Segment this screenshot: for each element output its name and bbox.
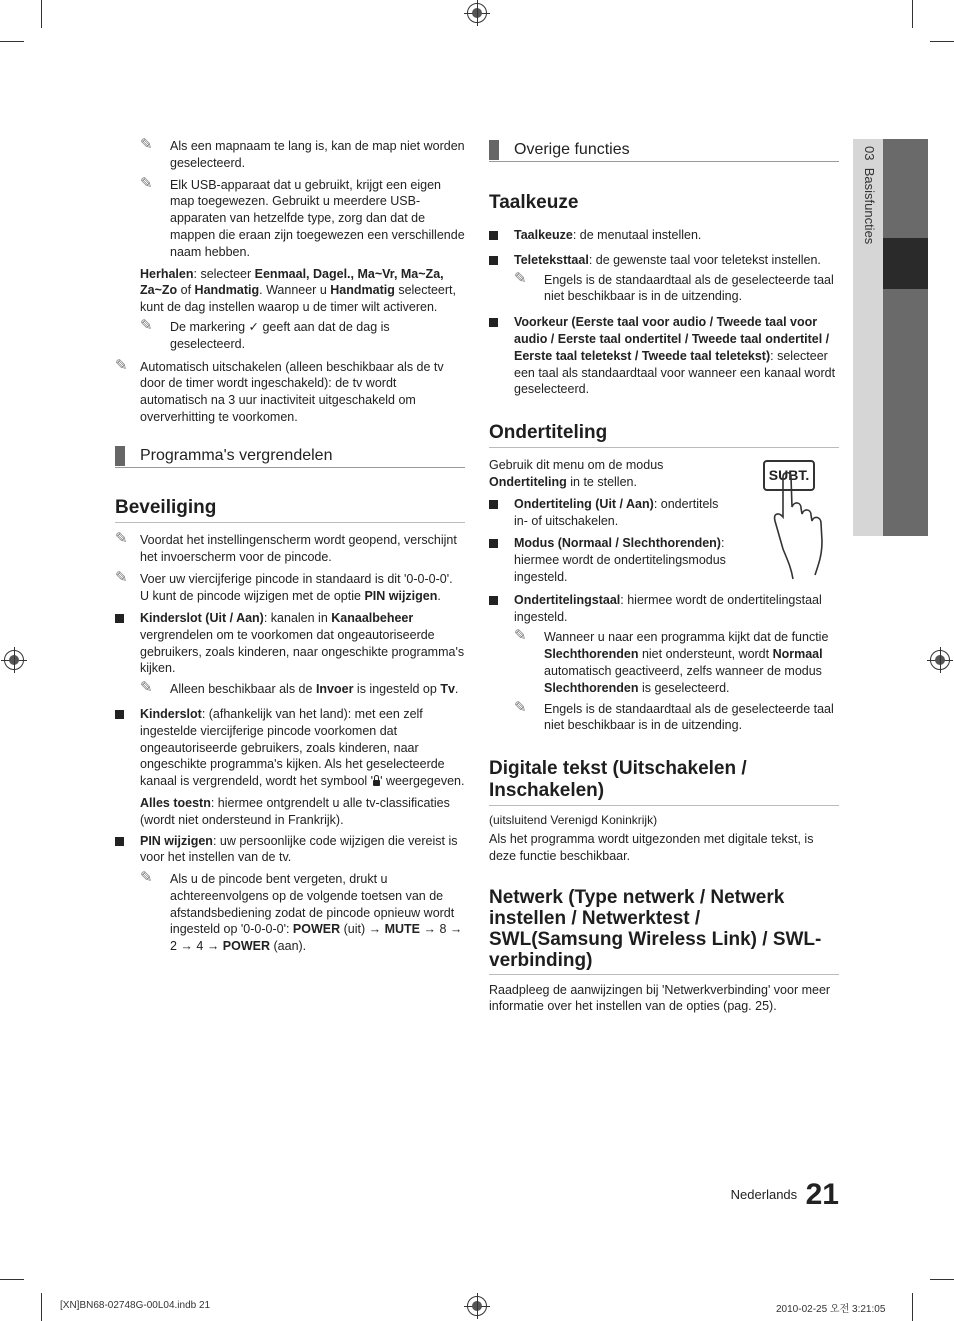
chapter-title: Basisfuncties (861, 167, 877, 245)
pencil-note-icon: ✎ (140, 316, 153, 334)
print-file-info: [XN]BN68-02748G-00L04.indb 21 (60, 1300, 211, 1311)
herhalen-paragraph: Herhalen: selecteer Eenmaal, Dagel., Ma~Vr, Ma~Za, Za~Zo of Handmatig. Wanneer u Handmatig selecteert, kunt de dag instellen waarop u de timer wilt activeren. (140, 266, 456, 315)
section-heading: Ondertiteling (489, 422, 839, 448)
paragraph: Raadpleeg de aanwijzingen bij 'Netwerkverbinding' voor meer informatie over het instellen van de opties (pag. 25). (489, 982, 831, 1014)
intro-paragraph: Gebruik dit menu om de modus Ondertiteling in te stellen. (489, 458, 664, 489)
list-item: Taalkeuze: de menutaal instellen. (489, 227, 839, 244)
crop-mark (912, 1293, 913, 1321)
pencil-note-icon: ✎ (140, 679, 153, 697)
note: ✎ Alleen beschikbaar als de Invoer is ingesteld op Tv. (140, 679, 459, 697)
pencil-note-icon: ✎ (115, 356, 128, 374)
bullet-icon (489, 318, 498, 327)
crop-mark (41, 0, 42, 28)
left-column (115, 138, 465, 955)
note: ✎ Engels is de standaardtaal als de geselecteerde taal niet beschikbaar is in de uitzending. (514, 269, 834, 304)
bullet-icon (489, 539, 498, 548)
list-item: Kinderslot: (afhankelijk van het land): met een zelf ingestelde viercijferige pincode voorkomen dat ongeautoriseerde gebruikers, zoals kinderen, naar ongeschikte programma's kijken. Als het geselecteerde kanaal is vergrendeld, wordt het symbool ' ' weergegeven. (115, 706, 465, 790)
subsection-heading: Overige functies (489, 140, 839, 162)
right-column (489, 140, 839, 1015)
crop-mark (0, 41, 24, 42)
subsection-heading: Programma's vergrendelen (115, 446, 465, 468)
note: ✎ De markering ✓ geeft aan dat de dag is geselecteerd. (140, 316, 390, 351)
registration-mark-icon (4, 650, 24, 670)
hand-pointer-icon (759, 457, 839, 585)
note: ✎ Wanneer u naar een programma kijkt dat de functie Slechthorenden niet ondersteunt, wordt Normaal automatisch geactiveerd, zelfs wanneer de modus Slechthorenden is geselecteerd. (514, 627, 829, 695)
page-number: 21 (805, 1178, 839, 1211)
page-footer (700, 1178, 839, 1212)
region-note: (uitsluitend Verenigd Koninkrijk) (489, 813, 658, 828)
ondertiteling-block (489, 457, 839, 586)
registration-mark-icon (467, 1296, 487, 1316)
note: ✎ Voer uw viercijferige pincode in standaard is dit '0-0-0-0'. U kunt de pincode wijzigen met de optie PIN wijzigen. (115, 569, 453, 604)
chapter-number: 03 (861, 146, 877, 161)
side-tab-active-marker (883, 238, 928, 289)
note: ✎ Automatisch uitschakelen (alleen beschikbaar als de tv door de timer wordt ingeschakeld): de tv wordt automatisch na 3 uur inactiviteit uitgeschakeld om oververhitting te voorkomen. (115, 356, 444, 424)
side-tab-label (860, 146, 877, 244)
list-item: PIN wijzigen: uw persoonlijke code wijzigen die vereist is voor het instellen van de tv. (115, 833, 465, 867)
note: ✎ Voordat het instellingenscherm wordt geopend, verschijnt het invoerscherm voor de pincode. (115, 529, 457, 564)
section-heading: Digitale tekst (Uitschakelen / Inschakelen) (489, 758, 839, 806)
note: ✎ Als u de pincode bent vergeten, drukt u achtereenvolgens op de volgende toetsen van de afstandsbediening zodat de pincode opnieuw wordt ingesteld op '0-0-0-0': POWER (uit) → MUTE → 8 → 2 → 4 → POWER (aan). (140, 869, 463, 954)
note: ✎ Elk USB-apparaat dat u gebruikt, krijgt een eigen map toegewezen. Gebruikt u meerdere USB-apparaten van hetzelfde type, zorg dan dat de mappen die eraan zijn toegewezen een verschillende naam hebben. (140, 174, 465, 259)
lock-icon (373, 780, 380, 786)
checkmark-icon: ✓ (248, 319, 259, 334)
list-item: Ondertitelingstaal: hiermee wordt de ondertitelingstaal ingesteld. (489, 592, 839, 626)
note: ✎ Als een mapnaam te lang is, kan de map niet worden geselecteerd. (140, 136, 465, 170)
section-heading: Netwerk (Type netwerk / Netwerk instellen / Netwerktest / SWL(Samsung Wireless Link) / SWL-verbinding) (489, 887, 839, 975)
subt-button: SUBT. (763, 460, 815, 491)
bullet-icon (115, 837, 124, 846)
pencil-note-icon: ✎ (115, 529, 128, 547)
crop-mark (930, 41, 954, 42)
crop-mark (930, 1279, 954, 1280)
crop-mark (0, 1279, 24, 1280)
language-label: Nederlands (730, 1187, 798, 1202)
section-heading: Beveiliging (115, 497, 465, 523)
list-item: Modus (Normaal / Slechthorenden): hiermee wordt de ondertitelingsmodus ingesteld. (489, 535, 739, 585)
pencil-note-icon: ✎ (140, 174, 153, 192)
pencil-note-icon: ✎ (115, 569, 128, 587)
note: ✎ Engels is de standaardtaal als de geselecteerde taal niet beschikbaar is in de uitzending. (514, 698, 834, 733)
pencil-note-icon: ✎ (514, 627, 527, 645)
list-item: Ondertiteling (Uit / Aan): ondertitels in- of uitschakelen. (489, 496, 734, 530)
bullet-icon (489, 231, 498, 240)
pencil-note-icon: ✎ (140, 869, 153, 887)
print-date: 2010-02-25 오전 3:21:05 (776, 1304, 886, 1315)
subt-remote-illustration (759, 457, 839, 585)
pencil-note-icon: ✎ (514, 269, 527, 287)
pencil-note-icon: ✎ (140, 136, 153, 153)
list-item: Kinderslot (Uit / Aan): kanalen in Kanaalbeheer vergrendelen om te voorkomen dat ongeautoriseerde gebruikers, zoals kinderen, naar ongeschikte programma's kijken. (115, 610, 465, 677)
list-item: Voorkeur (Eerste taal voor audio / Tweede taal voor audio / Eerste taal ondertitel / Tweede taal ondertitel / Eerste taal teletekst / Tweede taal teletekst): selecteer een taal als standaardtaal voor wanneer een kanaal wordt geselecteerd. (489, 314, 839, 398)
registration-mark-icon (467, 3, 487, 23)
bullet-icon (115, 614, 124, 623)
list-item: Teleteksttaal: de gewenste taal voor teletekst instellen. (489, 252, 839, 269)
alles-toestn-paragraph: Alles toestn: hiermee ontgrendelt u alle tv-classificaties (wordt niet ondersteund in Frankrijk). (140, 795, 450, 827)
crop-mark (912, 0, 913, 28)
bullet-icon (489, 596, 498, 605)
registration-mark-icon (930, 650, 950, 670)
bullet-icon (115, 710, 124, 719)
bullet-icon (489, 256, 498, 265)
side-tab-dark (883, 139, 928, 536)
bullet-icon (489, 500, 498, 509)
crop-mark (41, 1293, 42, 1321)
pencil-note-icon: ✎ (514, 698, 527, 716)
section-heading: Taalkeuze (489, 192, 579, 213)
paragraph: Als het programma wordt uitgezonden met digitale tekst, is deze functie beschikbaar. (489, 831, 814, 863)
